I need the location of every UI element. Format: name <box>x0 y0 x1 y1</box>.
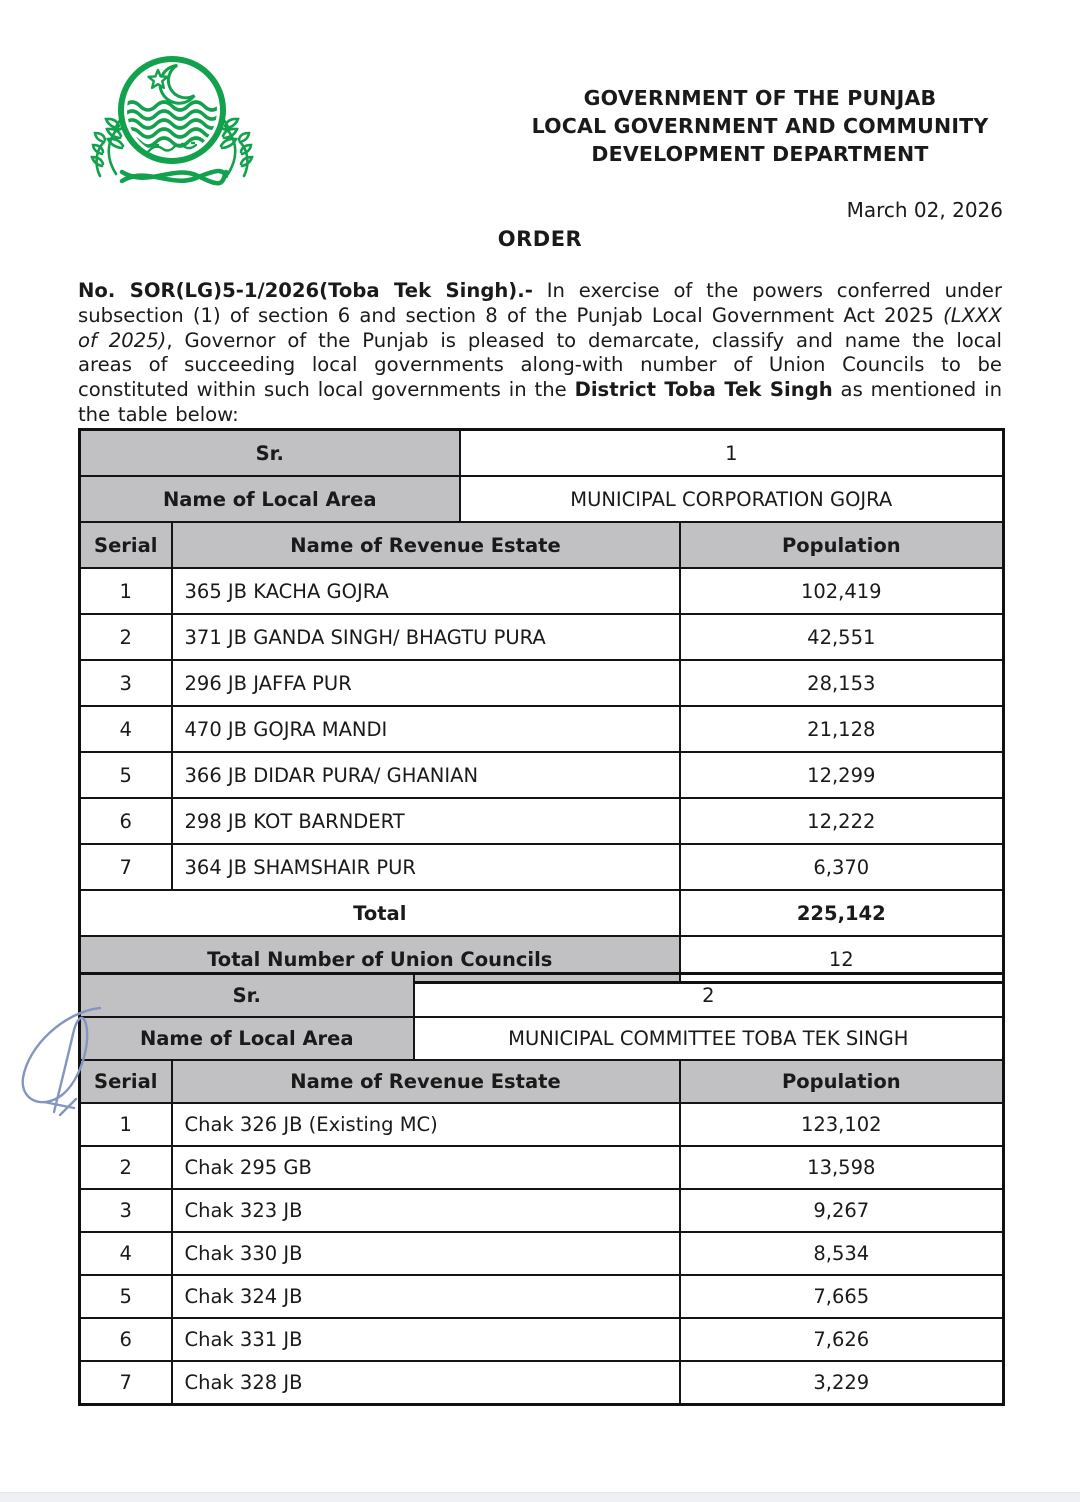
population-cell: 12,222 <box>680 798 1004 844</box>
population-cell: 123,102 <box>680 1103 1004 1146</box>
revenue-estate-cell: 371 JB GANDA SINGH/ BHAGTU PURA <box>172 614 680 660</box>
population-cell: 28,153 <box>680 660 1004 706</box>
table-row <box>80 1232 1004 1275</box>
column-header-name: Name of Revenue Estate <box>172 522 680 568</box>
population-cell: 3,229 <box>680 1361 1004 1405</box>
district-name: District Toba Tek Singh <box>574 378 833 402</box>
column-header-serial: Serial <box>80 522 172 568</box>
punjab-government-logo-icon <box>86 48 258 200</box>
table-header-row <box>80 1060 1004 1103</box>
total-row <box>80 890 1004 936</box>
table-row <box>80 660 1004 706</box>
order-title: ORDER <box>497 227 583 251</box>
total-population-value: 225,142 <box>680 890 1004 936</box>
population-cell: 7,665 <box>680 1275 1004 1318</box>
paragraph-segment: , Governor of the Punjab is pleased to demarcate, classify and name the local areas of succeeding local governments along-with number of Union Councils to be constituted within such local governments in the <box>78 328 1002 402</box>
sr-label: Sr. <box>80 430 460 477</box>
revenue-estate-cell: 296 JB JAFFA PUR <box>172 660 680 706</box>
local-area-value: MUNICIPAL COMMITTEE TOBA TEK SINGH <box>414 1017 1004 1060</box>
revenue-estate-cell: 364 JB SHAMSHAIR PUR <box>172 844 680 890</box>
table-row <box>80 1017 1004 1060</box>
population-cell: 102,419 <box>680 568 1004 614</box>
revenue-estate-cell: 366 JB DIDAR PURA/ GHANIAN <box>172 752 680 798</box>
serial-cell: 2 <box>80 614 172 660</box>
serial-cell: 1 <box>80 568 172 614</box>
revenue-estate-cell: Chak 323 JB <box>172 1189 680 1232</box>
table-header-row <box>80 522 1004 568</box>
population-cell: 12,299 <box>680 752 1004 798</box>
serial-cell: 6 <box>80 798 172 844</box>
serial-cell: 6 <box>80 1318 172 1361</box>
revenue-estate-cell: Chak 295 GB <box>172 1146 680 1189</box>
local-area-label: Name of Local Area <box>80 1017 414 1060</box>
pen-mark-annotation <box>6 1002 116 1132</box>
table-row <box>80 974 1004 1018</box>
header-line-2: LOCAL GOVERNMENT AND COMMUNITY <box>531 114 989 138</box>
serial-cell: 3 <box>80 660 172 706</box>
table-row <box>80 1103 1004 1146</box>
local-area-table-2 <box>78 972 1005 1406</box>
sr-value: 1 <box>460 430 1004 477</box>
population-cell: 9,267 <box>680 1189 1004 1232</box>
serial-cell: 4 <box>80 706 172 752</box>
sr-label: Sr. <box>80 974 414 1018</box>
table-row <box>80 706 1004 752</box>
act-citation: (LXXX of 2025) <box>78 303 1002 352</box>
column-header-population: Population <box>680 522 1004 568</box>
column-header-population: Population <box>680 1060 1004 1103</box>
table-row <box>80 476 1004 522</box>
revenue-estate-cell: 470 JB GOJRA MANDI <box>172 706 680 752</box>
paragraph-segment: In exercise of the powers conferred under subsection (1) of section 6 and section 8 of the Punjab Local Government Act 2025 <box>78 279 1002 327</box>
table-row <box>80 752 1004 798</box>
union-councils-value: 12 <box>680 936 1004 983</box>
column-header-serial: Serial <box>80 1060 172 1103</box>
total-label: Total <box>80 890 680 936</box>
union-councils-label: Total Number of Union Councils <box>80 936 680 983</box>
department-header <box>520 84 1000 168</box>
revenue-estate-cell: Chak 326 JB (Existing MC) <box>172 1103 680 1146</box>
table-row <box>80 1189 1004 1232</box>
table-row <box>80 430 1004 477</box>
header-line-1: GOVERNMENT OF THE PUNJAB <box>583 86 937 110</box>
serial-cell: 7 <box>80 1361 172 1405</box>
order-paragraph <box>78 279 1002 428</box>
order-reference-number: No. SOR(LG)5-1/2026(Toba Tek Singh).- <box>78 279 533 302</box>
emblem-graphic <box>86 48 258 200</box>
paragraph-segment: as mentioned in the table below: <box>78 378 1002 426</box>
table-row <box>80 844 1004 890</box>
local-area-label: Name of Local Area <box>80 476 460 522</box>
header-line-3: DEVELOPMENT DEPARTMENT <box>591 142 929 166</box>
revenue-estate-cell: 298 JB KOT BARNDERT <box>172 798 680 844</box>
population-cell: 21,128 <box>680 706 1004 752</box>
local-area-value: MUNICIPAL CORPORATION GOJRA <box>460 476 1004 522</box>
population-cell: 8,534 <box>680 1232 1004 1275</box>
local-area-table-1 <box>78 428 1005 984</box>
table-row <box>80 1275 1004 1318</box>
revenue-estate-cell: Chak 330 JB <box>172 1232 680 1275</box>
revenue-estate-cell: Chak 324 JB <box>172 1275 680 1318</box>
revenue-estate-cell: Chak 328 JB <box>172 1361 680 1405</box>
serial-cell: 3 <box>80 1189 172 1232</box>
table-row <box>80 1146 1004 1189</box>
order-date: March 02, 2026 <box>846 198 1003 222</box>
population-cell: 13,598 <box>680 1146 1004 1189</box>
revenue-estate-cell: Chak 331 JB <box>172 1318 680 1361</box>
serial-cell: 4 <box>80 1232 172 1275</box>
sr-value: 2 <box>414 974 1004 1018</box>
table-row <box>80 1318 1004 1361</box>
table-row <box>80 798 1004 844</box>
population-cell: 42,551 <box>680 614 1004 660</box>
serial-cell: 7 <box>80 844 172 890</box>
serial-cell: 5 <box>80 752 172 798</box>
column-header-name: Name of Revenue Estate <box>172 1060 680 1103</box>
serial-cell: 2 <box>80 1146 172 1189</box>
population-cell: 7,626 <box>680 1318 1004 1361</box>
table-row <box>80 568 1004 614</box>
page-bottom-band <box>0 1492 1080 1502</box>
table-row <box>80 1361 1004 1405</box>
serial-cell: 5 <box>80 1275 172 1318</box>
revenue-estate-cell: 365 JB KACHA GOJRA <box>172 568 680 614</box>
population-cell: 6,370 <box>680 844 1004 890</box>
serial-cell: 1 <box>80 1103 172 1146</box>
table-row <box>80 614 1004 660</box>
